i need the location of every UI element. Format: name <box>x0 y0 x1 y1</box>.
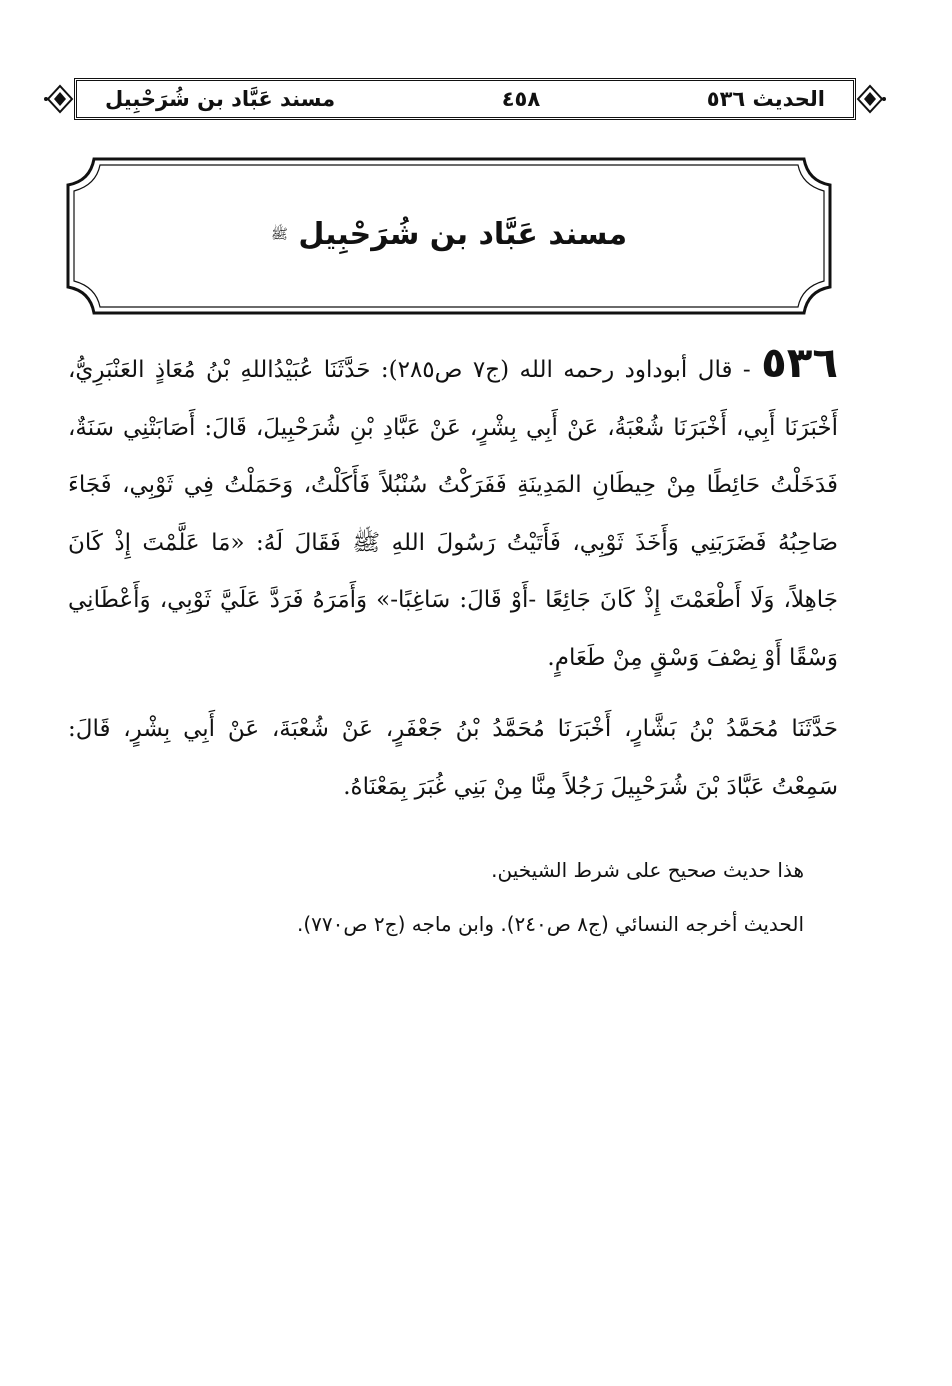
chapter-title-frame <box>64 155 834 317</box>
hadith-grade: هذا حديث صحيح على شرط الشيخين. <box>491 858 804 882</box>
header-hadith-number: الحديث ٥٣٦ <box>706 87 825 111</box>
hadith-body <box>68 338 839 816</box>
header-ornament-left-icon <box>44 82 74 116</box>
header-ornament-right-icon <box>856 82 886 116</box>
hadith-text-2: حَدَّثَنَا مُحَمَّدُ بْنُ بَشَّارٍ، أَخْبَرَنَا مُحَمَّدُ بْنُ جَعْفَرٍ، عَنْ شُعْبَةَ، عَنْ أَبِي بِشْرٍ، قَالَ: سَمِعْتُ عَبَّادَ بْنَ شُرَحْبِيلَ رَجُلاً مِنَّا مِنْ بَنِي غُبَرَ بِمَعْنَاهُ. <box>68 716 838 800</box>
header-chapter-title: مسند عَبَّاد بن شُرَحْبِيل <box>105 87 336 111</box>
running-header <box>44 74 886 124</box>
hadith-paragraph-1 <box>68 338 839 687</box>
chapter-title <box>64 217 834 252</box>
hadith-text-1: - قال أبوداود رحمه الله (ج٧ ص٢٨٥): حَدَّثَنَا عُبَيْدُاللهِ بْنُ مُعَاذٍ العَنْبَرِيُّ، أَخْبَرَنَا أَبِي، أَخْبَرَنَا شُعْبَةُ، عَنْ أَبِي بِشْرٍ، عَنْ عَبَّادِ بْنِ شُرَحْبِيلَ، قَالَ: أَصَابَتْنِي سَنَةٌ، فَدَخَلْتُ حَائِطًا مِنْ حِيطَانِ المَدِينَةِ فَفَرَكْتُ سُنْبُلاً فَأَكَلْتُ، وَحَمَلْتُ فِي ثَوْبِي، فَجَاءَ صَاحِبُهُ فَضَرَبَنِي وَأَخَذَ ثَوْبِي، فَأَتَيْتُ رَسُولَ اللهِ ﷺ فَقَالَ لَهُ: «مَا عَلَّمْتَ إِذْ كَانَ جَاهِلاً، وَلَا أَطْعَمْتَ إِذْ كَانَ جَائِعًا -أَوْ قَالَ: سَاغِبًا-» وَأَمَرَهُ فَرَدَّ عَلَيَّ ثَوْبِي، وَأَعْطَانِي وَسْقًا أَوْ نِصْفَ وَسْقٍ مِنْ طَعَامٍ. <box>68 357 838 671</box>
header-box <box>74 78 856 120</box>
chapter-title-text: مسند عَبَّاد بن شُرَحْبِيل <box>298 217 628 252</box>
hadith-takhrij: الحديث أخرجه النسائي (ج٨ ص٢٤٠). وابن ماجه (ج٢ ص٧٧٠). <box>296 912 804 936</box>
hadith-paragraph-2 <box>68 701 838 816</box>
honorific-mark: ﷺ <box>270 226 288 243</box>
hadith-number: ٥٣٦ <box>761 338 839 387</box>
page-number: ٤٥٨ <box>501 87 541 111</box>
